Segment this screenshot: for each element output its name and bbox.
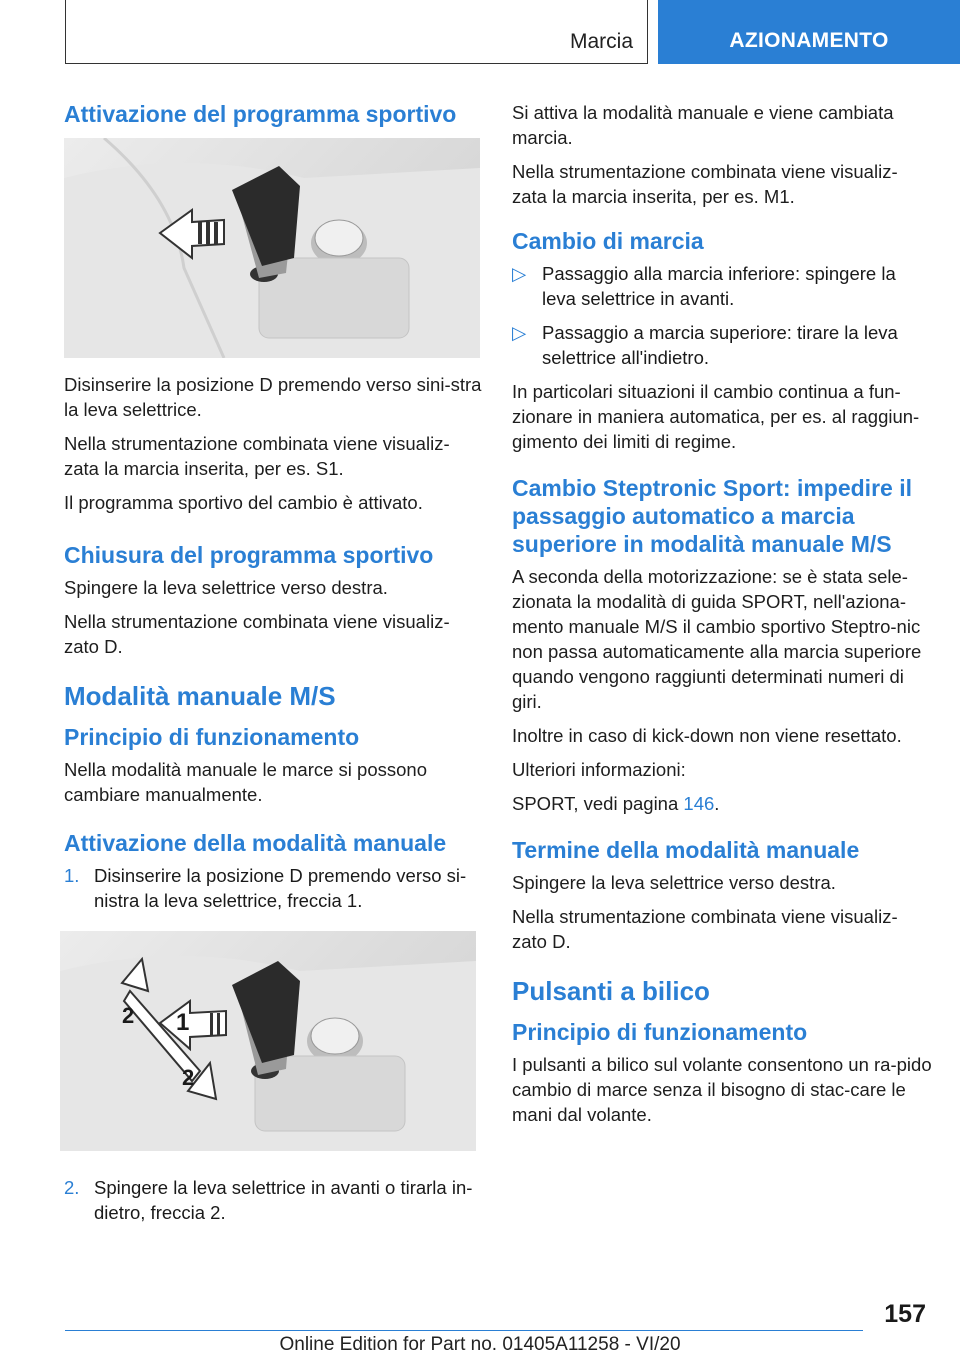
heading-end-manual: Termine della modalità manuale (512, 837, 860, 863)
header-section-box (65, 0, 648, 64)
page-number: 157 (884, 1300, 926, 1328)
step-2-number: 2. (64, 1177, 80, 1198)
para-push-right: Spingere la leva selettrice verso destra. (64, 577, 388, 598)
para-kickdown: Inoltre in caso di kick-down non viene resettato. (512, 725, 902, 746)
heading-manual-mode: Modalità manuale M/S (64, 681, 336, 711)
step-2-text: Spingere la leva selettrice in avanti o tirarla in‐dietro, freccia 2. (94, 1177, 473, 1223)
heading-activate-manual: Attivazione della modalità manuale (64, 830, 447, 856)
heading-sport-on: Attivazione del programma sportivo (64, 101, 457, 127)
para-push-right-2: Spingere la leva selettrice verso destra. (512, 872, 836, 893)
para-display-d-2: Nella strumentazione combinata viene visualiz‐zato D. (512, 906, 898, 952)
heading-paddles: Pulsanti a bilico (512, 976, 710, 1006)
para-manual-activated: Si attiva la modalità manuale e viene cambiata marcia. (512, 102, 894, 148)
bullet-upshift-text: Passaggio a marcia superiore: tirare la leva selettrice all'indietro. (542, 322, 898, 368)
arrow-label-2b: 2 (182, 1065, 195, 1090)
para-paddles: I pulsanti a bilico sul volante consentono un ra‐pido cambio di marce senza il bisogno di stac‐care le mani dal volante. (512, 1054, 932, 1125)
figure-selector-lever-arrows (60, 931, 476, 1151)
bullet-upshift (512, 320, 932, 370)
left-column (64, 100, 484, 1234)
bullet-downshift (512, 261, 932, 311)
bullet-downshift-text: Passaggio alla marcia inferiore: spingere la leva selettrice in avanti. (542, 263, 896, 309)
heading-principle-2: Principio di funzionamento (512, 1019, 808, 1045)
para-manual-shift: Nella modalità manuale le marce si possono cambiare manualmente. (64, 759, 427, 805)
para-display-m1: Nella strumentazione combinata viene visualiz‐zata la marcia inserita, per es. M1. (512, 161, 898, 207)
header-section-title: Marcia (569, 30, 633, 53)
footer-edition: Online Edition for Part no. 01405A11258 - VI/20 (279, 1334, 681, 1355)
figure-selector-lever-left (64, 138, 480, 358)
para-more-info: Ulteriori informazioni: (512, 759, 686, 780)
arrow-label-1: 1 (176, 1009, 190, 1036)
step-1-text: Disinserire la posizione D premendo verso si‐nistra la leva selettrice, freccia 1. (94, 865, 467, 911)
bullet-marker: ▷ (512, 263, 527, 284)
heading-steptronic-sport: Cambio Steptronic Sport: impedire il passaggio automatico a marcia superiore in modalità manuale M/S (512, 475, 912, 557)
header-chapter-tab: AZIONAMENTO (658, 0, 960, 64)
heading-sport-off: Chiusura del programma sportivo (64, 542, 434, 568)
heading-principle: Principio di funzionamento (64, 724, 360, 750)
arrow-label-2a: 2 (122, 1003, 135, 1028)
heading-gear-change: Cambio di marcia (512, 228, 704, 254)
para-disengage-d: Disinserire la posizione D premendo verso sini‐stra la leva selettrice. (64, 374, 482, 420)
para-sport-ref: SPORT, vedi pagina 146. (512, 793, 720, 814)
right-column (512, 100, 932, 1136)
para-display-d: Nella strumentazione combinata viene visualiz‐zato D. (64, 611, 450, 657)
step-1 (64, 863, 484, 913)
footer-divider (65, 1330, 863, 1331)
step-1-number: 1. (64, 865, 80, 886)
para-auto-situations: In particolari situazioni il cambio continua a fun‐zionare in maniera automatica, per es. al raggiun‐gimento dei limiti di regime. (512, 381, 920, 452)
step-2 (64, 1175, 484, 1225)
para-display-s1: Nella strumentazione combinata viene visualiz‐zata la marcia inserita, per es. S1. (64, 433, 450, 479)
bullet-marker: ▷ (512, 322, 527, 343)
page-link-146[interactable]: 146 (683, 793, 715, 814)
para-sport-active: Il programma sportivo del cambio è attivato. (64, 492, 423, 513)
para-motorization: A seconda della motorizzazione: se è stata sele‐zionata la modalità di guida SPORT, nell'aziona‐mento manuale M/S il cambio sportivo Steptro‐nic non passa automaticamente alla marcia superiore quando vengono raggiunti determinati numeri di giri. (512, 566, 922, 712)
